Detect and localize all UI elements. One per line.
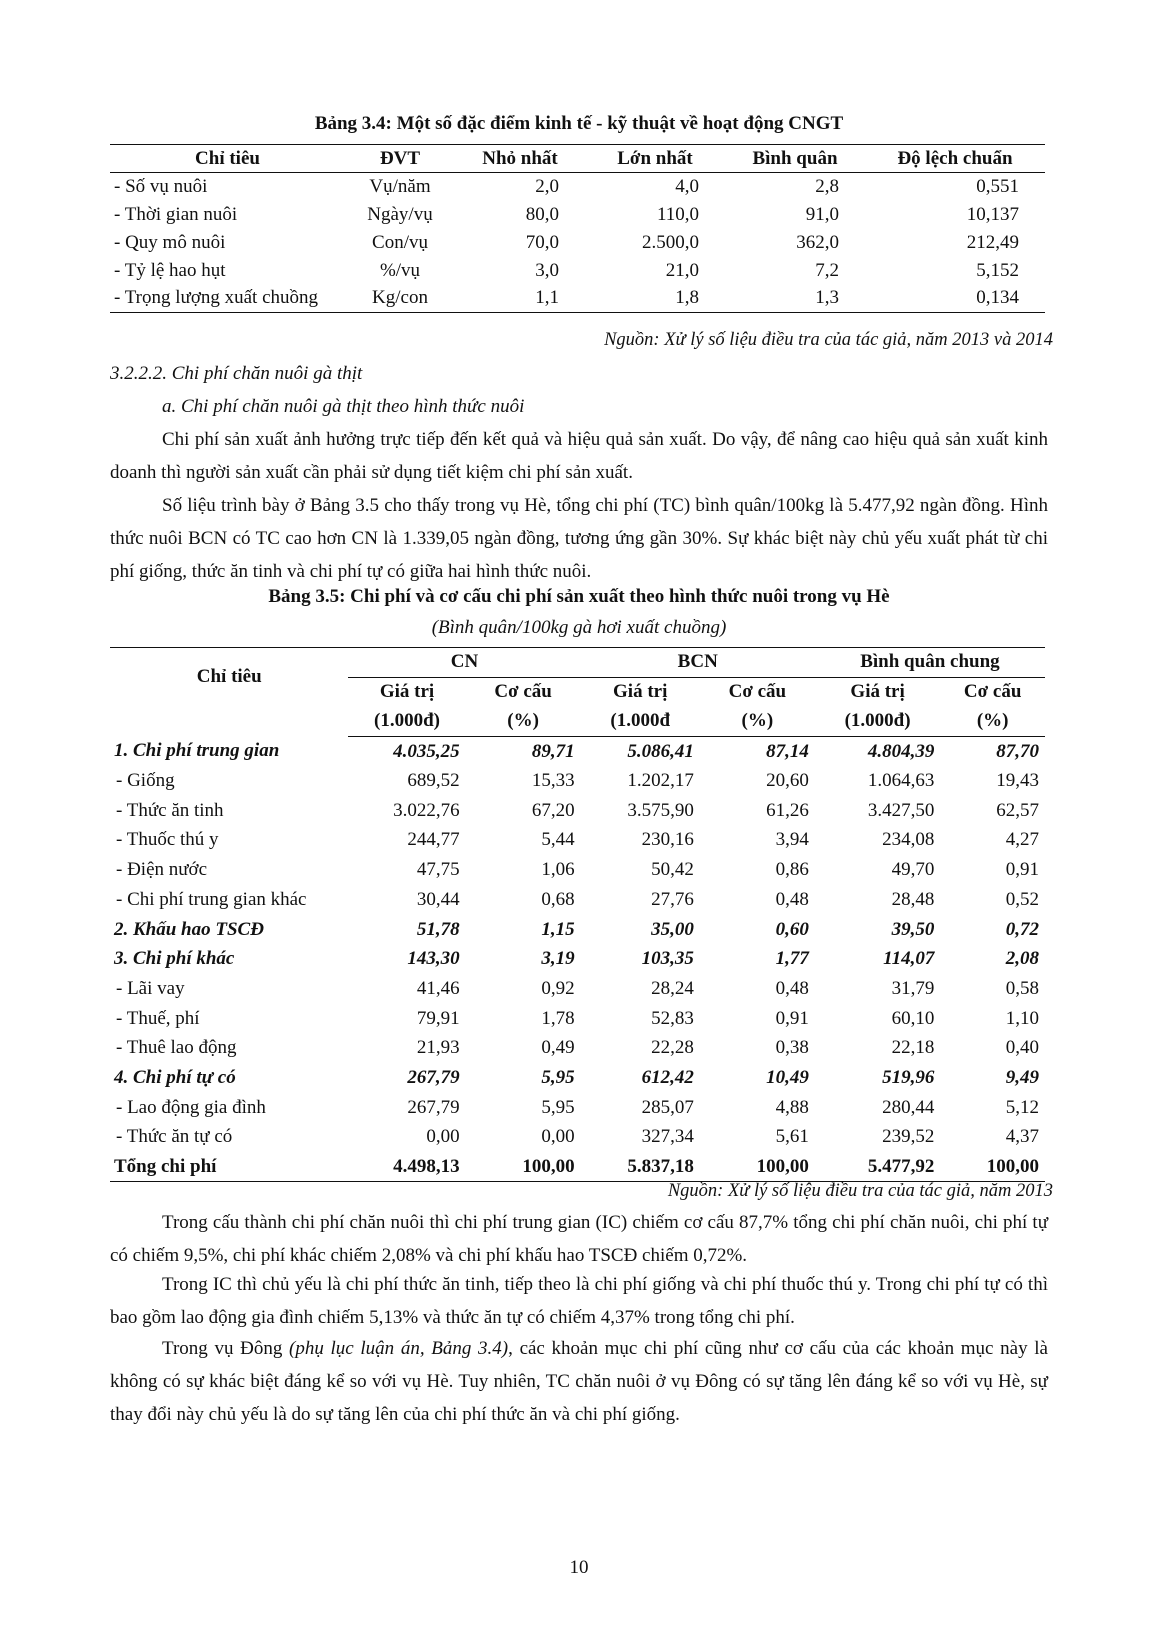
table-cell: 2,8 xyxy=(815,175,839,197)
header-cell: (%) xyxy=(466,707,581,737)
table-cell: 267,79 xyxy=(407,1066,460,1088)
table-cell: 0,48 xyxy=(775,977,809,999)
table-row xyxy=(110,173,1045,201)
table-cell: Kg/con xyxy=(345,285,455,313)
table-cell: 51,78 xyxy=(416,918,460,940)
table-cell: 4.498,13 xyxy=(348,1152,465,1182)
table-cell: 10,49 xyxy=(766,1066,809,1088)
row-label: Tổng chi phí xyxy=(110,1152,348,1182)
table-cell: 0,134 xyxy=(865,285,1045,313)
table-cell: 4,88 xyxy=(775,1096,809,1118)
group-header: CN xyxy=(348,648,580,678)
row-label: - Điện nước xyxy=(116,859,208,881)
table-cell: 1,1 xyxy=(455,285,585,313)
table-row xyxy=(110,944,1045,974)
row-label: - Thuê lao động xyxy=(116,1037,237,1059)
header-cell: Chỉ tiêu xyxy=(110,145,345,173)
header-cell: (1.000đ xyxy=(581,707,700,737)
table-cell: %/vụ xyxy=(379,259,421,281)
table-cell: 100,00 xyxy=(940,1152,1045,1182)
total-row xyxy=(110,1152,1045,1182)
table-cell: 3.575,90 xyxy=(627,799,694,821)
table-row xyxy=(110,229,1045,257)
table-cell: 2,08 xyxy=(1005,948,1039,970)
row-label: 3. Chi phí khác xyxy=(114,948,235,970)
table-cell: 20,60 xyxy=(766,770,809,792)
row-label: - Số vụ nuôi xyxy=(114,175,208,197)
row-label: - Lao động gia đình xyxy=(116,1096,266,1118)
section-subheading: a. Chi phí chăn nuôi gà thịt theo hình thức nuôi xyxy=(162,396,525,417)
table-cell: 5,61 xyxy=(775,1126,809,1148)
table-cell: 0,40 xyxy=(1005,1037,1039,1059)
table-cell: 50,42 xyxy=(651,859,694,881)
section-heading: 3.2.2.2. Chi phí chăn nuôi gà thịt xyxy=(110,363,363,384)
table-3-5 xyxy=(110,647,1045,1182)
table-cell: 1,77 xyxy=(775,948,809,970)
table-3-5-caption: Bảng 3.5: Chi phí và cơ cấu chi phí sản xuất theo hình thức nuôi trong vụ Hè xyxy=(268,586,890,607)
header-cell: Nhỏ nhất xyxy=(455,145,585,173)
table-cell: 10,137 xyxy=(966,203,1019,225)
paragraph: Số liệu trình bày ở Bảng 3.5 cho thấy trong vụ Hè, tổng chi phí (TC) bình quân/100kg là 5.477,92 ngàn đồng. Hình thức nuôi BCN có TC cao hơn CN là 1.339,05 ngàn đồng, tương ứng gần 30%. Sự khác biệt này chủ yếu xuất phát từ chi phí giống, thức ăn tinh và chi phí tự có giữa hai hình thức nuôi. xyxy=(110,495,1048,582)
row-label: 1. Chi phí trung gian xyxy=(114,740,280,762)
group-header: BCN xyxy=(581,648,815,678)
header-cell: Giá trị xyxy=(379,681,435,703)
table-cell: 87,70 xyxy=(996,740,1039,762)
table-cell: 3,94 xyxy=(775,829,809,851)
table-cell: 0,91 xyxy=(1005,859,1039,881)
table-cell: 0,551 xyxy=(976,175,1019,197)
row-label: 4. Chi phí tự có xyxy=(114,1066,236,1088)
table-cell: 1.202,17 xyxy=(627,770,694,792)
table-cell: 244,77 xyxy=(407,829,460,851)
paragraph: Chi phí sản xuất ảnh hưởng trực tiếp đến kết quả và hiệu quả sản xuất. Do vậy, để nâng cao hiệu quả sản xuất kinh doanh thì người sản xuất cần phải sử dụng tiết kiệm chi phí sản xuất. xyxy=(110,429,1048,483)
table-cell: 22,18 xyxy=(891,1037,935,1059)
table-cell: 3.427,50 xyxy=(867,799,935,821)
table-cell: 49,70 xyxy=(891,859,935,881)
table-cell: 5.477,92 xyxy=(815,1152,941,1182)
table-cell: 0,48 xyxy=(775,888,809,910)
table-cell: 1,8 xyxy=(585,285,725,313)
table-row xyxy=(110,737,1045,767)
table-cell: 1,15 xyxy=(541,918,575,940)
table-cell: 9,49 xyxy=(1005,1066,1039,1088)
table-cell: 1.064,63 xyxy=(867,770,935,792)
header-cell: (1.000đ) xyxy=(815,707,941,737)
row-label: - Chi phí trung gian khác xyxy=(116,888,307,910)
table-cell: Con/vụ xyxy=(372,231,428,253)
row-label: 2. Khấu hao TSCĐ xyxy=(114,918,264,940)
paragraph: Trong IC thì chủ yếu là chi phí thức ăn tinh, tiếp theo là chi phí giống và chi phí thuốc thú y. Trong chi phí tự có thì bao gồm lao động gia đình chiếm 5,13% và thức ăn tự có chiếm 4,37% trong tổng chi phí. xyxy=(110,1274,1048,1328)
table-cell: 212,49 xyxy=(966,231,1019,253)
table-row xyxy=(110,1123,1045,1153)
table-cell: 0,91 xyxy=(775,1007,809,1029)
table-cell: 5,95 xyxy=(541,1066,575,1088)
table-cell: 612,42 xyxy=(641,1066,694,1088)
table-cell: 4.035,25 xyxy=(393,740,460,762)
table-row xyxy=(110,201,1045,229)
table-3-4-caption: Bảng 3.4: Một số đặc điểm kinh tế - kỹ thuật về hoạt động CNGT xyxy=(314,113,844,134)
table-cell: 41,46 xyxy=(416,977,460,999)
table-cell: 1,78 xyxy=(541,1007,575,1029)
table-cell: 689,52 xyxy=(407,770,460,792)
appendix-reference: (phụ lục luận án, Bảng 3.4) xyxy=(289,1338,509,1359)
table-cell: 143,30 xyxy=(407,948,460,970)
table-header-row xyxy=(110,145,1045,173)
row-label: - Trọng lượng xuất chuồng xyxy=(110,285,345,313)
table-row xyxy=(110,285,1045,313)
table-cell: 4,0 xyxy=(675,175,699,197)
header-cell: Giá trị xyxy=(850,681,905,703)
table-cell: 4,27 xyxy=(1005,829,1039,851)
table-cell: 21,93 xyxy=(416,1037,460,1059)
table-cell: 0,52 xyxy=(1005,888,1039,910)
table-cell: 0,00 xyxy=(426,1126,460,1148)
header-cell: Lớn nhất xyxy=(585,145,725,173)
header-cell: Chỉ tiêu xyxy=(110,648,348,737)
table-cell: 280,44 xyxy=(882,1096,935,1118)
table-header-row xyxy=(110,648,1045,678)
header-cell: Bình quân xyxy=(725,145,865,173)
table-cell: 1,06 xyxy=(541,859,575,881)
table-row xyxy=(110,1063,1045,1093)
table-cell: 110,0 xyxy=(656,203,699,225)
table-cell: 114,07 xyxy=(883,948,935,970)
table-cell: 47,75 xyxy=(416,859,460,881)
table-cell: 79,91 xyxy=(416,1007,460,1029)
table-cell: Ngày/vụ xyxy=(367,203,433,225)
table-cell: 0,60 xyxy=(775,918,809,940)
table-cell: Vụ/năm xyxy=(369,175,431,197)
table-cell: 7,2 xyxy=(815,259,839,281)
table-cell: 2,0 xyxy=(535,175,559,197)
table-cell: 62,57 xyxy=(996,799,1039,821)
table-cell: 239,52 xyxy=(882,1126,935,1148)
table-3-5-subcaption: (Bình quân/100kg gà hơi xuất chuồng) xyxy=(431,617,727,638)
table-cell: 267,79 xyxy=(407,1096,460,1118)
table-3-4-source: Nguồn: Xử lý số liệu điều tra của tác giả, năm 2013 và 2014 xyxy=(604,330,1053,350)
table-row xyxy=(110,766,1045,796)
table-cell: 1,10 xyxy=(1005,1007,1039,1029)
table-cell: 80,0 xyxy=(525,203,559,225)
table-row xyxy=(110,974,1045,1004)
table-cell: 27,76 xyxy=(651,888,694,910)
table-row xyxy=(110,1093,1045,1123)
row-label: - Thức ăn tinh xyxy=(116,799,224,821)
table-cell: 3,19 xyxy=(541,948,575,970)
table-cell: 0,92 xyxy=(541,977,575,999)
table-cell: 2.500,0 xyxy=(642,231,699,253)
table-3-5-source: Nguồn: Xử lý số liệu điều tra của tác giả, năm 2013 xyxy=(667,1181,1053,1201)
header-cell: Cơ cấu xyxy=(728,681,787,703)
table-cell: 100,00 xyxy=(466,1152,581,1182)
table-row xyxy=(110,826,1045,856)
table-cell: 3,0 xyxy=(535,259,559,281)
table-cell: 21,0 xyxy=(665,259,699,281)
table-cell: 70,0 xyxy=(525,231,559,253)
table-cell: 0,68 xyxy=(541,888,575,910)
header-cell: (%) xyxy=(700,707,815,737)
header-cell: ĐVT xyxy=(345,145,455,173)
row-label: - Lãi vay xyxy=(116,977,185,999)
table-cell: 91,0 xyxy=(805,203,839,225)
table-row xyxy=(110,855,1045,885)
table-cell: 362,0 xyxy=(796,231,839,253)
table-cell: 22,28 xyxy=(651,1037,694,1059)
table-cell: 67,20 xyxy=(531,799,575,821)
table-row xyxy=(110,1033,1045,1063)
table-3-4 xyxy=(110,144,1045,313)
table-cell: 3.022,76 xyxy=(393,799,460,821)
table-cell: 15,33 xyxy=(531,770,575,792)
paragraph xyxy=(110,1332,1048,1431)
row-label: - Tỷ lệ hao hụt xyxy=(114,259,226,281)
table-cell: 28,24 xyxy=(651,977,694,999)
table-cell: 60,10 xyxy=(891,1007,935,1029)
row-label: - Giống xyxy=(116,770,175,792)
table-cell: 0,58 xyxy=(1005,977,1039,999)
table-cell: 0,00 xyxy=(541,1126,575,1148)
table-cell: 5,44 xyxy=(541,829,575,851)
table-cell: 30,44 xyxy=(416,888,460,910)
group-header: Bình quân chung xyxy=(815,648,1045,678)
paragraph-text: , các khoản mục chi phí cũng như cơ cấu của các khoản mục này là không có sự khác biệt đáng kể so với vụ Hè. Tuy nhiên, TC chăn nuôi ở vụ Đông có sự tăng lên đáng kể so với vụ Hè, sự thay đổi này chủ yếu là do sự tăng lên của chi phí thức ăn và chi phí giống. xyxy=(110,1338,1048,1425)
paragraph-text: Trong vụ Đông xyxy=(162,1338,290,1359)
row-label: - Thức ăn tự có xyxy=(116,1126,233,1148)
header-cell: (%) xyxy=(940,707,1045,737)
table-cell: 0,72 xyxy=(1005,918,1039,940)
table-row xyxy=(110,257,1045,285)
table-cell: 5,95 xyxy=(541,1096,575,1118)
header-cell: Giá trị xyxy=(613,681,668,703)
row-label: - Thời gian nuôi xyxy=(114,203,238,225)
header-cell: Độ lệch chuẩn xyxy=(865,145,1045,173)
table-cell: 0,86 xyxy=(775,859,809,881)
table-cell: 1,3 xyxy=(725,285,865,313)
table-cell: 89,71 xyxy=(531,740,575,762)
table-cell: 61,26 xyxy=(766,799,809,821)
table-cell: 0,49 xyxy=(541,1037,575,1059)
table-cell: 5,152 xyxy=(976,259,1019,281)
table-cell: 5.837,18 xyxy=(581,1152,700,1182)
table-cell: 103,35 xyxy=(641,948,694,970)
table-cell: 230,16 xyxy=(641,829,694,851)
table-cell: 0,38 xyxy=(775,1037,809,1059)
row-label: - Thuốc thú y xyxy=(116,829,219,851)
header-cell: Cơ cấu xyxy=(494,681,552,703)
table-cell: 100,00 xyxy=(700,1152,815,1182)
table-cell: 35,00 xyxy=(651,918,694,940)
row-label: - Quy mô nuôi xyxy=(114,231,226,253)
table-cell: 5.086,41 xyxy=(627,740,694,762)
page-number: 10 xyxy=(569,1557,589,1578)
header-cell: (1.000đ) xyxy=(348,707,465,737)
table-cell: 52,83 xyxy=(651,1007,694,1029)
table-cell: 39,50 xyxy=(891,918,935,940)
table-cell: 327,34 xyxy=(641,1126,694,1148)
row-label: - Thuế, phí xyxy=(116,1007,200,1029)
table-cell: 285,07 xyxy=(641,1096,694,1118)
table-cell: 19,43 xyxy=(996,770,1039,792)
table-cell: 4.804,39 xyxy=(867,740,935,762)
paragraph: Trong cấu thành chi phí chăn nuôi thì chi phí trung gian (IC) chiếm cơ cấu 87,7% tổng chi phí chăn nuôi, chi phí tự có chiếm 9,5%, chi phí khác chiếm 2,08% và chi phí khấu hao TSCĐ chiếm 0,72%. xyxy=(110,1212,1048,1266)
table-cell: 5,12 xyxy=(1005,1096,1039,1118)
table-cell: 4,37 xyxy=(1005,1126,1039,1148)
table-cell: 519,96 xyxy=(882,1066,935,1088)
table-cell: 31,79 xyxy=(891,977,935,999)
table-row xyxy=(110,796,1045,826)
header-cell: Cơ cấu xyxy=(963,681,1022,703)
table-row xyxy=(110,1004,1045,1034)
table-row xyxy=(110,915,1045,945)
table-cell: 87,14 xyxy=(766,740,809,762)
table-row xyxy=(110,885,1045,915)
table-cell: 234,08 xyxy=(882,829,935,851)
table-cell: 28,48 xyxy=(891,888,935,910)
